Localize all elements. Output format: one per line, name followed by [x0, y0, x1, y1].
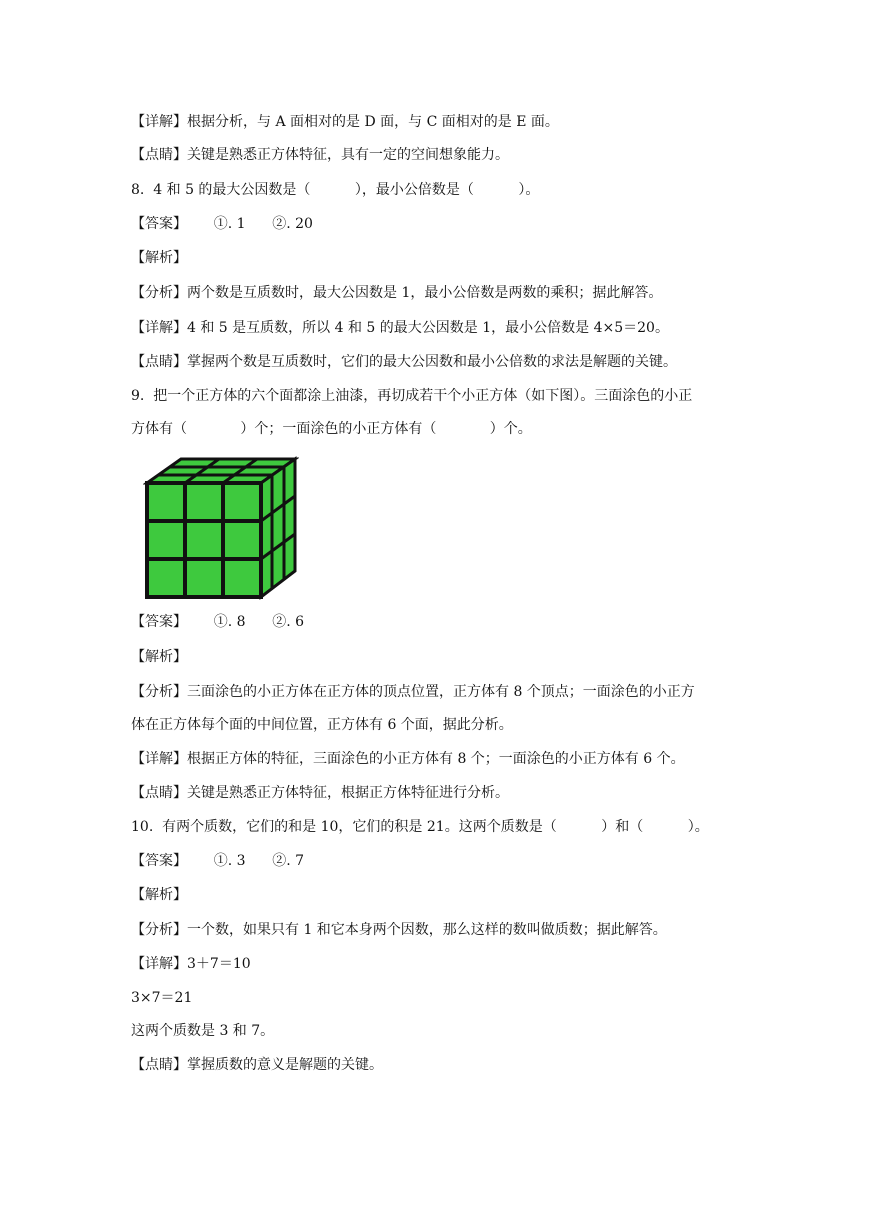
rubiks-cube-icon — [143, 451, 299, 603]
analysis-q8: 【分析】两个数是互质数时，最大公因数是 1，最小公倍数是两数的乘积；据此解答。 — [131, 285, 663, 301]
detail-q7: 【详解】根据分析，与 A 面相对的是 D 面，与 C 面相对的是 E 面。 — [131, 114, 559, 130]
answer-q9: 【答案】 ①. 8 ②. 6 — [131, 614, 305, 630]
analysis-heading-q9: 【解析】 — [131, 649, 187, 665]
detail-q9: 【详解】根据正方体的特征，三面涂色的小正方体有 8 个；一面涂色的小正方体有 6 个。 — [131, 751, 685, 767]
answer-q10: 【答案】 ①. 3 ②. 7 — [131, 853, 305, 869]
answer-q8: 【答案】 ①. 1 ②. 20 — [131, 216, 313, 232]
analysis-heading-q8: 【解析】 — [131, 250, 187, 266]
detail-q10: 【详解】3＋7＝10 — [131, 956, 251, 972]
question-10: 10. 有两个质数，它们的和是 10，它们的积是 21。这两个质数是（ ）和（ ）。 — [131, 819, 709, 835]
note-q7: 【点睛】关键是熟悉正方体特征，具有一定的空间想象能力。 — [131, 147, 509, 163]
question-8: 8. 4 和 5 的最大公因数是（ ），最小公倍数是（ ）。 — [131, 182, 540, 198]
equation-q10: 3×7＝21 — [131, 990, 193, 1006]
analysis-q10: 【分析】一个数，如果只有 1 和它本身两个因数，那么这样的数叫做质数；据此解答。 — [131, 922, 667, 938]
question-9-line2: 方体有（ ）个；一面涂色的小正方体有（ ）个。 — [131, 421, 532, 437]
conclusion-q10: 这两个质数是 3 和 7。 — [131, 1023, 275, 1039]
analysis-heading-q10: 【解析】 — [131, 887, 187, 903]
analysis-q9-line1: 【分析】三面涂色的小正方体在正方体的顶点位置，正方体有 8 个顶点；一面涂色的小正方 — [131, 684, 695, 700]
note-q8: 【点睛】掌握两个数是互质数时，它们的最大公因数和最小公倍数的求法是解题的关键。 — [131, 354, 677, 370]
question-9-line1: 9. 把一个正方体的六个面都涂上油漆，再切成若干个小正方体（如下图）。三面涂色的小正 — [131, 388, 693, 404]
note-q10: 【点睛】掌握质数的意义是解题的关键。 — [131, 1057, 383, 1073]
note-q9: 【点睛】关键是熟悉正方体特征，根据正方体特征进行分析。 — [131, 785, 509, 801]
detail-q8: 【详解】4 和 5 是互质数，所以 4 和 5 的最大公因数是 1，最小公倍数是 4×5＝20。 — [131, 320, 669, 336]
analysis-q9-line2: 体在正方体每个面的中间位置，正方体有 6 个面，据此分析。 — [131, 717, 513, 733]
